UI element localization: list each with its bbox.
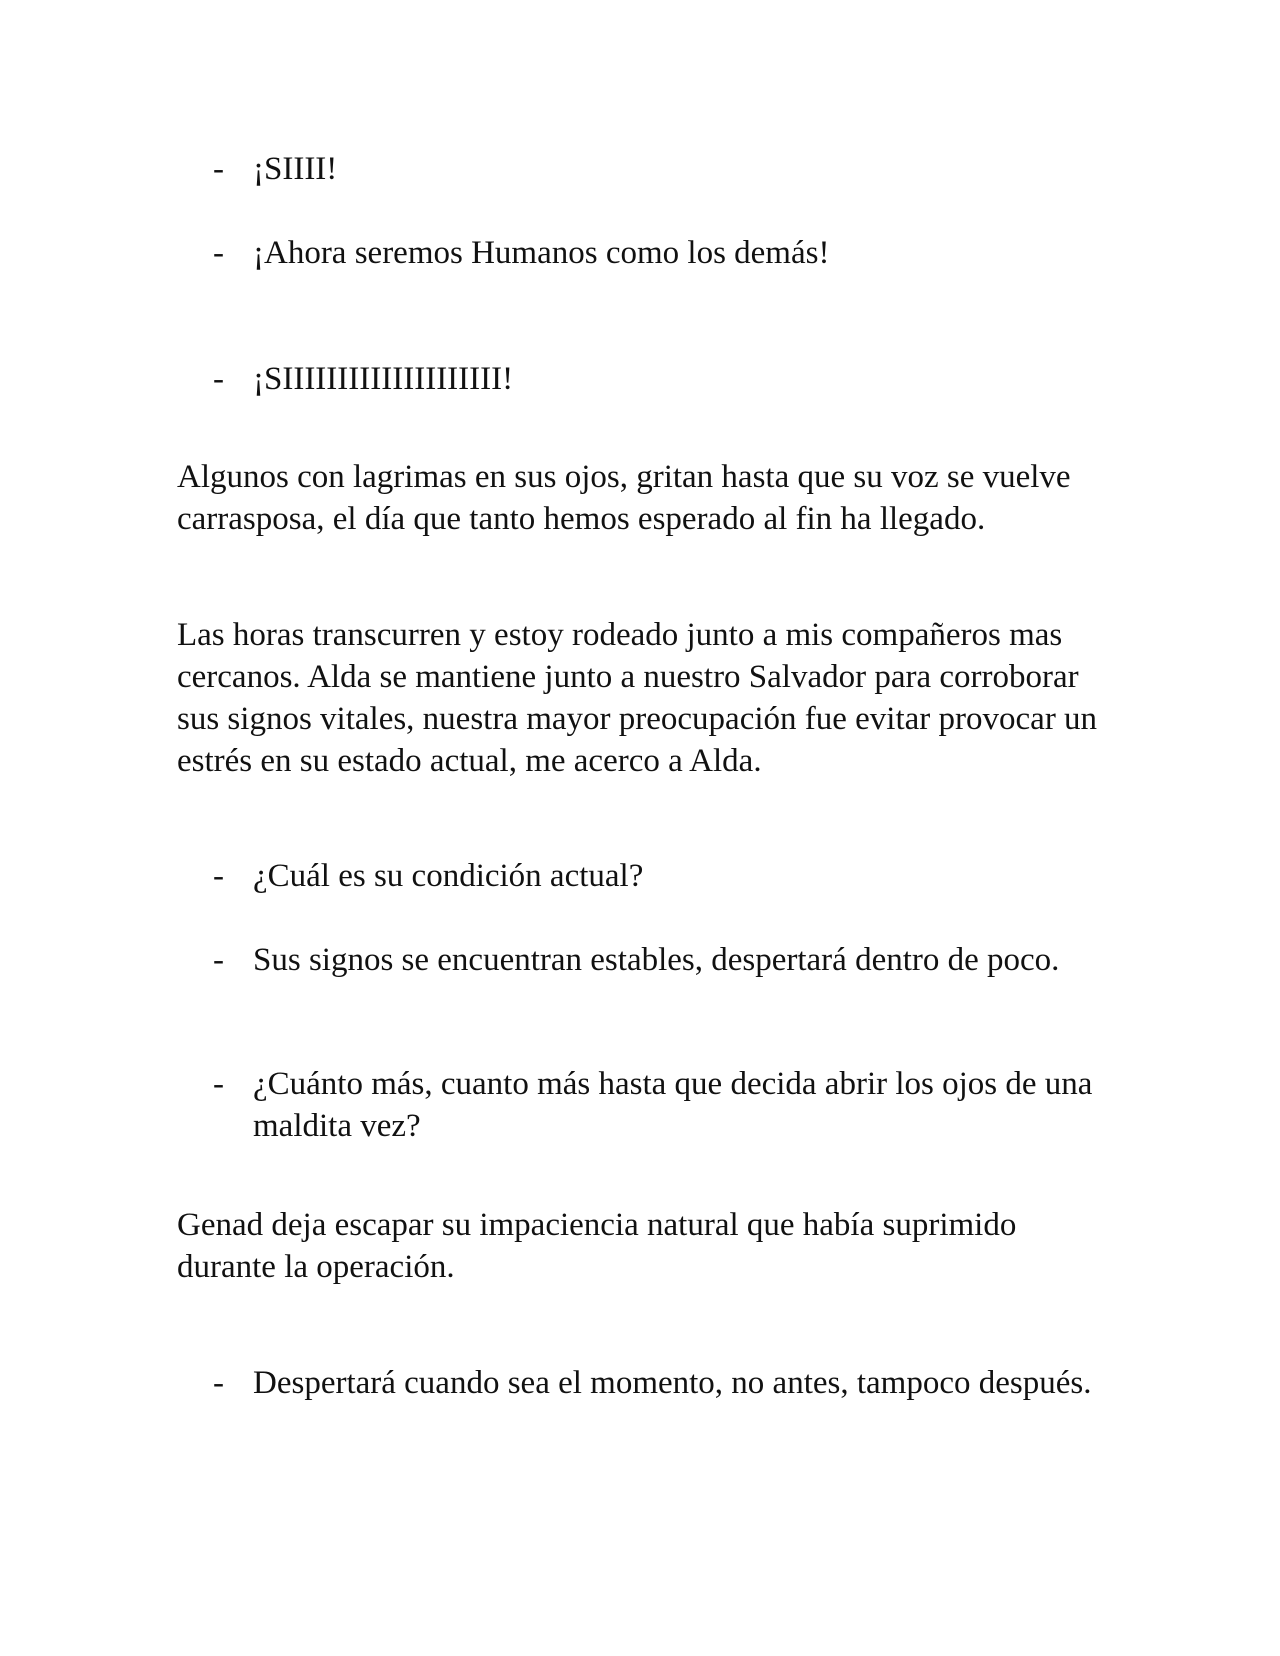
dialog-line: [213, 232, 1093, 274]
narrative-paragraph: Algunos con lagrimas en sus ojos, gritan hasta que su voz se vuelve carrasposa, el día que tanto hemos esperado al fin ha llegado.: [177, 459, 1071, 537]
dialog-text: ¡SIIIIIIIIIIIIIIIIIIII!: [253, 361, 514, 397]
dialog-dash: -: [213, 858, 224, 894]
dialog-line: [213, 358, 1093, 400]
dialog-text: ¿Cuánto más, cuanto más hasta que decida abrir los ojos de una maldita vez?: [253, 1066, 1093, 1144]
dialog-line: [213, 855, 1093, 897]
dialog-dash: -: [213, 361, 224, 397]
dialog-dash: -: [213, 235, 224, 271]
dialog-text: Sus signos se encuentran estables, despertará dentro de poco.: [253, 942, 1060, 978]
dialog-text: ¡SIIII!: [253, 151, 338, 187]
dialog-dash: -: [213, 942, 224, 978]
dialog-line: [213, 148, 1093, 190]
narrative-paragraph: Genad deja escapar su impaciencia natural que había suprimido durante la operación.: [177, 1207, 1017, 1285]
dialog-dash: -: [213, 1066, 224, 1102]
dialog-text: ¿Cuál es su condición actual?: [253, 858, 644, 894]
dialog-text: ¡Ahora seremos Humanos como los demás!: [253, 235, 830, 271]
dialog-line: [213, 939, 1093, 981]
dialog-dash: -: [213, 151, 224, 187]
dialog-dash: -: [213, 1365, 224, 1401]
dialog-text: Despertará cuando sea el momento, no antes, tampoco después.: [253, 1365, 1092, 1401]
narrative-paragraph: Las horas transcurren y estoy rodeado junto a mis compañeros mas cercanos. Alda se mantiene junto a nuestro Salvador para corroborar sus signos vitales, nuestra mayor preocupación fue evitar provocar un estrés en su estado actual, me acerco a Alda.: [177, 617, 1098, 779]
dialog-line: [213, 1362, 1093, 1404]
dialog-line: [213, 1063, 1093, 1147]
